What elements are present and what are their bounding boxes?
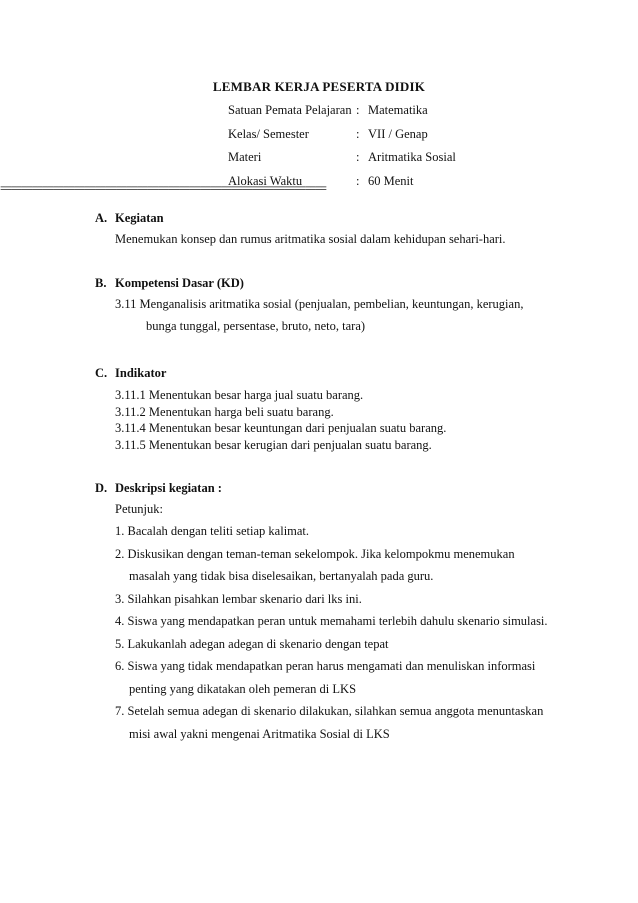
instruction-line: 6. Siswa yang tidak mendapatkan peran harus mengamati dan menuliskan informasi: [115, 659, 536, 673]
info-colon: :: [356, 150, 360, 164]
instruction-line: 3. Silahkan pisahkan lembar skenario dari lks ini.: [115, 591, 362, 606]
info-key: Alokasi Waktu: [228, 173, 303, 188]
info-value: VII / Genap: [368, 126, 428, 141]
kd-line-continued: bunga tunggal, persentase, bruto, neto, tara): [146, 319, 366, 333]
indicator-item: 3.11.2 Menentukan harga beli suatu barang.: [115, 404, 334, 419]
info-row-class: [228, 123, 456, 147]
indicator-item: 3.11.1 Menentukan besar harga jual suatu barang.: [115, 388, 364, 402]
section-letter: C.: [95, 366, 108, 380]
section-title: Deskripsi kegiatan :: [115, 481, 222, 495]
separator-line: ==============================================================: [0, 184, 326, 196]
section-title: Kegiatan: [115, 211, 164, 225]
instruction-line: 7. Setelah semua adegan di skenario dilakukan, silahkan semua anggota menuntaskan: [115, 704, 544, 718]
info-colon: :: [356, 103, 360, 117]
indicator-item: 3.11.4 Menentukan besar keuntungan dari penjualan suatu barang.: [115, 421, 447, 435]
instruction-line: 2. Diskusikan dengan teman-teman sekelompok. Jika kelompokmu menemukan: [115, 546, 515, 561]
info-key: Kelas/ Semester: [228, 126, 309, 141]
section-d: [95, 478, 548, 745]
instruction-line: 5. Lakukanlah adegan adegan di skenario dengan tepat: [115, 636, 389, 651]
section-title: Kompetensi Dasar (KD): [115, 276, 244, 290]
section-letter: D.: [95, 481, 108, 495]
instructions-label: Petunjuk:: [115, 502, 163, 516]
section-heading: [95, 363, 446, 383]
section-heading: [95, 478, 548, 498]
kd-line: 3.11 Menganalisis aritmatika sosial (penjualan, pembelian, keuntungan, kerugian,: [115, 297, 524, 311]
section-heading: [95, 273, 523, 293]
instruction-line: 1. Bacalah dengan teliti setiap kalimat.: [115, 524, 310, 538]
info-value: Aritmatika Sosial: [368, 150, 456, 164]
info-colon: :: [356, 126, 360, 141]
section-letter: A.: [95, 211, 108, 225]
info-key: Satuan Pemata Pelajaran: [228, 103, 352, 117]
instruction-line-continued: penting yang dikatakan oleh pemeran di LKS: [129, 681, 357, 696]
info-colon: :: [356, 173, 360, 188]
info-row-material: [228, 146, 456, 170]
section-text: Menemukan konsep dan rumus aritmatika sosial dalam kehidupan sehari-hari.: [115, 232, 506, 246]
instruction-line-continued: misi awal yakni mengenai Aritmatika Sosial di LKS: [129, 726, 390, 741]
info-key: Materi: [228, 150, 262, 164]
indicator-item: 3.11.5 Menentukan besar kerugian dari penjualan suatu barang.: [115, 437, 432, 452]
instruction-line-continued: masalah yang tidak bisa diselesaikan, bertanyalah pada guru.: [129, 569, 434, 583]
section-c: [95, 363, 446, 453]
section-a: [95, 208, 506, 250]
section-letter: B.: [95, 276, 107, 290]
info-value: 60 Menit: [368, 173, 414, 188]
section-b: [95, 273, 523, 337]
instruction-line: 4. Siswa yang mendapatkan peran untuk memahami terlebih dahulu skenario simulasi.: [115, 614, 548, 628]
info-table: [228, 99, 456, 193]
section-title: Indikator: [115, 366, 167, 380]
info-value: Matematika: [368, 103, 428, 117]
page-title: LEMBAR KERJA PESERTA DIDIK: [212, 79, 426, 94]
info-row-subject: [228, 99, 456, 123]
section-heading: [95, 208, 506, 228]
